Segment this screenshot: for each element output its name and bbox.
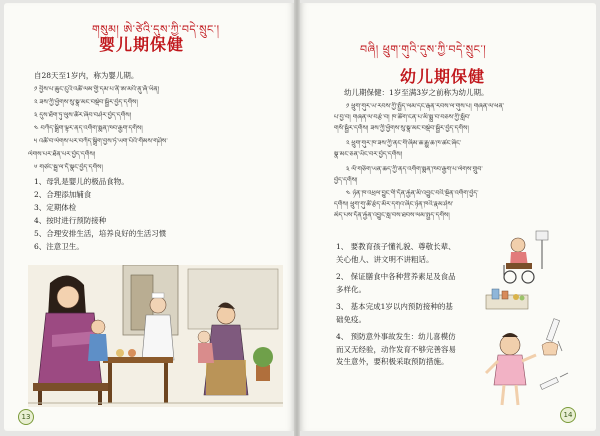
left-care-list (34, 175, 166, 253)
child-wheelchair-illustration (496, 229, 556, 285)
right-tibetan-line: ༡ ཕྲུག་གུར་ཡ་རབས་ཀྱི་སྤྱོད་ལམ་དང་རྒན་རབས་ལ་གུས་པ། གཞན་ལ་ཕན་ (346, 102, 505, 110)
list-item: 6、注意卫生。 (34, 242, 84, 251)
right-tibetan-line: མེད་པས་དོན་རྐྱེན་འབྱུང་སླ་བས་ཐབས་ལམ་སྤྱད་དགོས། (334, 211, 450, 219)
left-tibetan-line: ལེགས་པར་ཐོན་པར་བྱེད་དགོས། (28, 150, 96, 158)
list-item: 3、 基本完成1岁以内预防接种的基础免疫。 (336, 302, 453, 324)
right-care-list (336, 241, 460, 374)
left-tibetan-line: ༣ དུས་ཐོག་ཏུ་ལུས་ཚོར་ཞིབ་བཤེར་བྱེད་དགོས། (34, 111, 132, 119)
mother-child-clinic-illustration (28, 265, 283, 407)
right-tibetan-line: གསོ་སྦྱོར་དགོས། ཟས་ཀྱི་ཕྱོགས་སུ་སྣ་མང་བསྡེབ་སྦྱོར་བྱེད་དགོས། (334, 124, 469, 132)
left-page (4, 3, 294, 431)
right-tibetan-line: པ་བྱ་བ། གཞན་ལ་བརྩེ་བ། ཁ་ཚིག་ངན་པ་མི་སྨྲ་བ་བཅས་ཀྱི་སློབ་ (334, 113, 471, 121)
left-tibetan-line: ༤ བཀོད་སྒྲིག་ལྟར་ནད་འགོག་སྨན་ཁབ་རྒྱག་དགོས། (34, 124, 143, 132)
list-item: 5、合理安排生活，培养良好的生活习惯 (34, 229, 167, 238)
right-tibetan-line: ༤ ཉེན་ཁ་འཕྲལ་བྱུང་གི་དོན་རྐྱེན་མི་འབྱུང་བའི་སྔོན་འགོག་བྱེད་ (346, 189, 479, 197)
left-tibetan-line: ༦ གཙང་སྦྲ་ལ་དོ་སྣང་བྱེད་དགོས། (34, 163, 103, 171)
right-tibetan-line: ༢ ཕྲུག་གུར་ཁ་ཟས་ཀྱི་ནང་གི་ཞིམ་ཆ་རྒྱུ་ཆ་ཁ་ཚང་ཞིང་ (346, 139, 462, 147)
child-injection-illustration (480, 315, 580, 413)
right-tibetan-line: ༣ ལོ་གཅིག་ཡན་ཆད་ཀྱི་ནད་འགོག་སྨན་ཁབ་རྒྱག་པ་ལེགས་གྲུབ་ (346, 165, 483, 173)
right-tibetan-title: བཞི། ཕྲུག་གུའི་དུས་ཀྱི་བདེ་སྲུང་། (360, 43, 487, 56)
right-tibetan-line: བྱེད་དགོས། (334, 176, 358, 184)
right-page (300, 3, 596, 431)
page-number: 14 (560, 407, 576, 423)
left-tibetan-line: ༢ ཟས་ཀྱི་ཕྱོགས་སུ་སྣ་མང་བསྡེབ་སྦྱོར་བྱེད་དགོས། (34, 98, 138, 106)
left-tibetan-line: ༥ འཚོ་བ་ལེགས་པར་བཀོད་སྒྲིག་བྱས་ཏེ་ཡག་པོའི་གོམས་གཤིས་ (34, 137, 168, 145)
list-item: 2、合理添加辅食 (34, 190, 92, 199)
list-item: 3、定期体检 (34, 203, 77, 212)
medicine-table-illustration (484, 285, 530, 315)
list-item: 2、 保证膳食中各种营养素足及食品多样化。 (336, 272, 456, 294)
left-intro: 自28天至1岁内，称为婴儿期。 (34, 71, 139, 80)
list-item: 1、 要教育孩子懂礼貌、尊敬长辈、关心他人、讲文明不讲粗话。 (336, 242, 456, 264)
list-item: 4、按时进行预防接种 (34, 216, 107, 225)
left-tibetan-title: གསུམ། ཨེ་ཙེའི་དུས་ཀྱི་བདེ་སྲུང་། (92, 23, 220, 36)
right-chinese-title: 幼儿期保健 (400, 67, 486, 86)
right-tibetan-line: སྣ་མང་ཅན་ཡོང་བར་བྱེད་དགོས། (334, 150, 403, 158)
list-item: 4、 预防意外事故发生：幼儿喜模仿而又无经验，动作发育不够完善容易发生意外，要积极采取预防措施。 (336, 332, 456, 366)
list-item: 1、母乳是婴儿的极品食物。 (34, 177, 129, 186)
left-chinese-title: 婴儿期保健 (99, 35, 185, 54)
page-number: 13 (18, 409, 34, 425)
right-tibetan-line: དགོས། ཕྲུག་གུ་ཚོ་རྩེད་མོར་དགའ་ཞིང་ཉེན་ཁའི་རྣམ་ཤེས་ (334, 200, 454, 208)
left-tibetan-line: ༡ བྱིས་པ་ཆུང་ངུའི་འཚོ་ལམ་གྱི་དམ་པ་ནི་ཨ་མའི་ནུ་ཞོ་ཡིན། (34, 85, 160, 93)
right-intro: 幼儿期保健：1岁至满3岁之前称为幼儿期。 (344, 88, 489, 97)
